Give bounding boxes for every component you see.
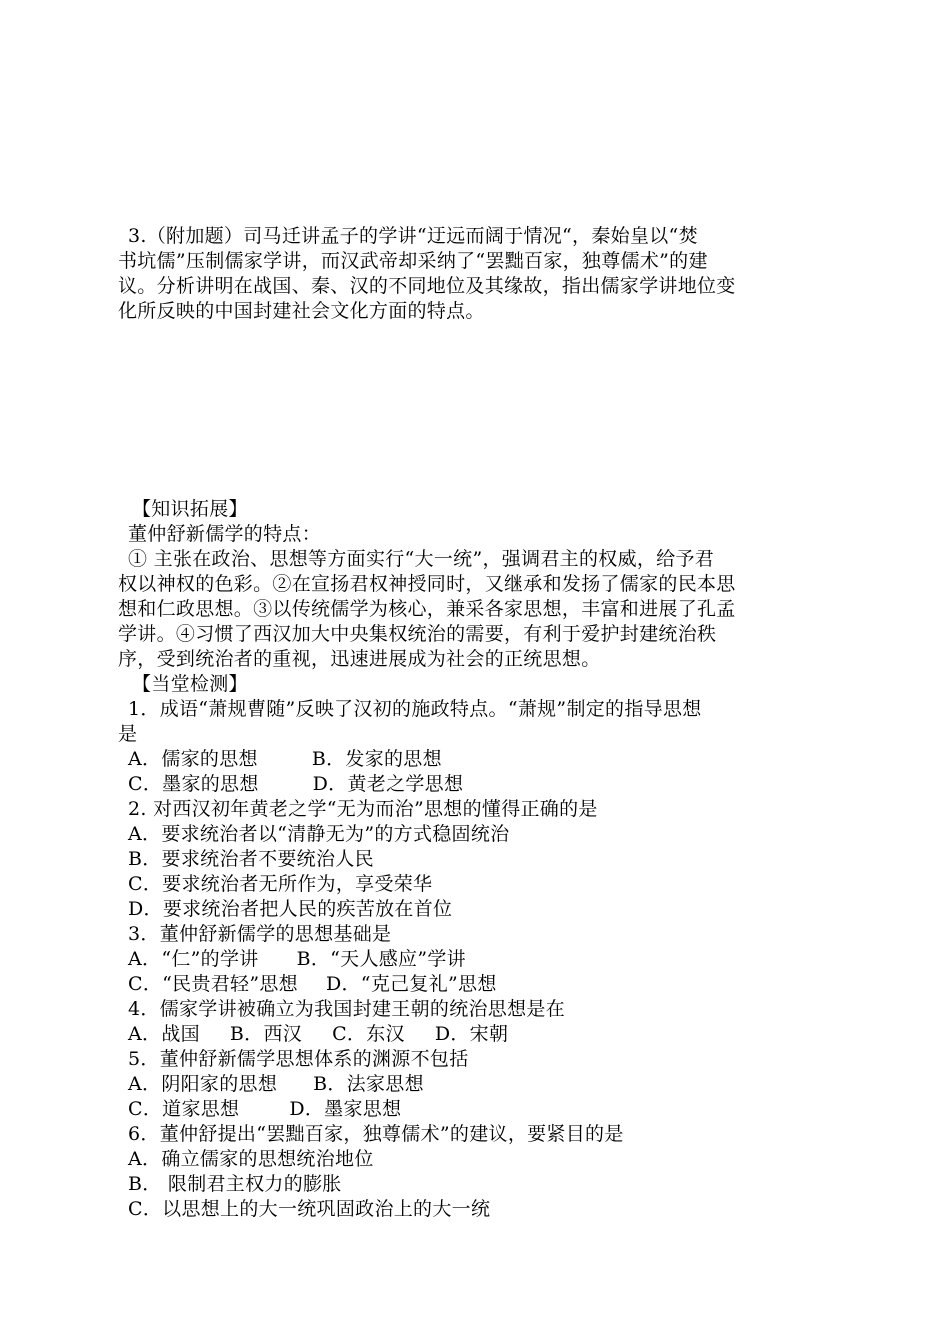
question-2	[118, 797, 838, 922]
option-b: B．要求统治者不要统治人民	[128, 848, 374, 870]
question-stem: 4．儒家学讲被确立为我国封建王朝的统治思想是在	[128, 998, 565, 1020]
option-row	[118, 1022, 838, 1047]
option-row	[118, 1097, 838, 1122]
option-b: B．发家的思想	[311, 748, 442, 770]
knowledge-line: 想和仁政思想。③以传统儒学为核心，兼采各家思想，丰富和进展了孔孟	[118, 598, 736, 620]
option-d: D．黄老之学思想	[312, 773, 464, 795]
knowledge-line: 序，受到统治者的重视，迅速进展成为社会的正统思想。	[118, 648, 601, 670]
option-b: B．西汉	[229, 1023, 303, 1045]
question-stem: 是	[118, 723, 138, 745]
option-a: A．“仁”的学讲	[128, 948, 259, 970]
option-row	[118, 772, 838, 797]
option-a: A．战国	[128, 1023, 200, 1045]
option-row	[118, 747, 838, 772]
section-heading: 【当堂检测】	[132, 673, 248, 695]
test-section	[118, 672, 838, 1222]
option-c: C．道家思想	[128, 1098, 240, 1120]
question-1	[118, 697, 838, 797]
option-c: C．“民贵君轻”思想	[128, 973, 298, 995]
knowledge-section	[118, 497, 838, 672]
option-row	[118, 947, 838, 972]
option-b: B．法家思想	[313, 1073, 424, 1095]
option-c: C．墨家的思想	[128, 773, 259, 795]
question-3	[118, 922, 838, 997]
question-5	[118, 1047, 838, 1122]
option-c: C．要求统治者无所作为，享受荣华	[128, 873, 433, 895]
option-c: C．以思想上的大一统巩固政治上的大一统	[128, 1198, 491, 1220]
option-row	[118, 1072, 838, 1097]
extra-question-line: 书坑儒”压制儒家学讲，而汉武帝却采纳了“罢黜百家，独尊儒术”的建	[118, 250, 708, 272]
knowledge-line: ① 主张在政治、思想等方面实行“大一统”，强调君主的权威，给予君	[128, 548, 715, 570]
question-stem: 2. 对西汉初年黄老之学“无为而治”思想的懂得正确的是	[128, 798, 598, 820]
option-a: A．要求统治者以“清静无为”的方式稳固统治	[128, 823, 510, 845]
question-stem: 1．成语“萧规曹随”反映了汉初的施政特点。“萧规”制定的指导思想	[128, 698, 702, 720]
option-a: A．儒家的思想	[128, 748, 258, 770]
question-stem: 5．董仲舒新儒学思想体系的渊源不包括	[128, 1048, 469, 1070]
option-b: B． 限制君主权力的膨胀	[128, 1173, 342, 1195]
knowledge-line: 学讲。④习惯了西汉加大中央集权统治的需要，有利于爱护封建统治秩	[118, 623, 717, 645]
section-subtitle: 董仲舒新儒学的特点：	[128, 523, 322, 545]
option-a: A．阴阳家的思想	[128, 1073, 278, 1095]
option-d: D．要求统治者把人民的疾苦放在首位	[128, 898, 453, 920]
option-d: D．“克己复礼”思想	[325, 973, 497, 995]
question-stem: 3．董仲舒新儒学的思想基础是	[128, 923, 392, 945]
question-6	[118, 1122, 838, 1222]
option-row	[118, 972, 838, 997]
option-d: D．墨家思想	[289, 1098, 402, 1120]
option-c: C．东汉	[332, 1023, 405, 1045]
option-d: D．宋朝	[434, 1023, 509, 1045]
question-stem: 6．董仲舒提出“罢黜百家，独尊儒术”的建议，要紧目的是	[128, 1123, 624, 1145]
extra-question	[118, 224, 838, 324]
extra-question-line: 议。分析讲明在战国、秦、汉的不同地位及其缘故，指出儒家学讲地位变	[118, 275, 736, 297]
extra-question-line: 3.（附加题）司马迁讲孟子的学讲“迂远而阔于情况“，秦始皇以“焚	[128, 225, 698, 247]
question-4	[118, 997, 838, 1047]
option-b: B．“天人感应”学讲	[296, 948, 466, 970]
option-a: A．确立儒家的思想统治地位	[128, 1148, 374, 1170]
extra-question-line: 化所反映的中国封建社会文化方面的特点。	[118, 300, 485, 322]
section-heading: 【知识拓展】	[132, 498, 248, 520]
knowledge-line: 权以神权的色彩。②在宣扬君权神授同时，又继承和发扬了儒家的民本思	[118, 573, 736, 595]
